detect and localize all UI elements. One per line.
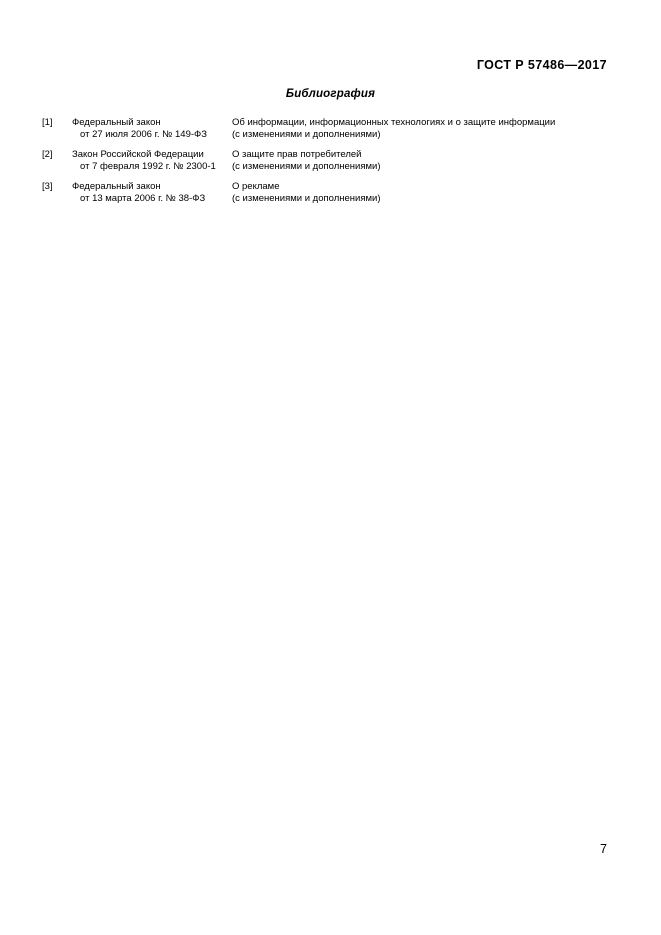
reference-number: [1] xyxy=(42,117,53,128)
reference-source-line-2: от 27 июля 2006 г. № 149-ФЗ xyxy=(80,129,207,141)
list-item xyxy=(42,149,622,174)
reference-number: [3] xyxy=(42,180,53,192)
reference-source-line-2: от 7 февраля 1992 г. № 2300-1 xyxy=(80,161,216,173)
reference-description-line-1: О защите прав потребителей xyxy=(232,148,362,160)
reference-source-line-1: Закон Российской Федерации xyxy=(72,148,204,160)
reference-source-line-1: Федеральный закон xyxy=(72,117,161,128)
reference-source-line-2: от 13 марта 2006 г. № 38-ФЗ xyxy=(80,193,206,205)
page-title: Библиография xyxy=(285,88,376,100)
reference-source xyxy=(72,181,232,206)
standard-designation-header: ГОСТ Р 57486—2017 xyxy=(476,58,607,72)
reference-description-line-2: (с изменениями и дополнениями) xyxy=(232,129,381,141)
reference-description-line-2: (с изменениями и дополнениями) xyxy=(232,193,381,205)
reference-description xyxy=(232,117,622,142)
list-item xyxy=(42,117,622,142)
page-number: 7 xyxy=(600,842,607,856)
reference-description-line-2: (с изменениями и дополнениями) xyxy=(232,161,381,173)
reference-description xyxy=(232,181,622,206)
list-item xyxy=(42,181,622,206)
reference-description-line-1: О рекламе xyxy=(232,180,280,192)
reference-source-line-1: Федеральный закон xyxy=(72,180,161,192)
bibliography-list xyxy=(42,117,622,212)
reference-source xyxy=(72,149,232,174)
reference-source xyxy=(72,117,232,142)
reference-description-line-1: Об информации, информационных технологиях и о защите информации xyxy=(232,117,556,128)
reference-description xyxy=(232,149,622,174)
reference-number: [2] xyxy=(42,148,53,160)
